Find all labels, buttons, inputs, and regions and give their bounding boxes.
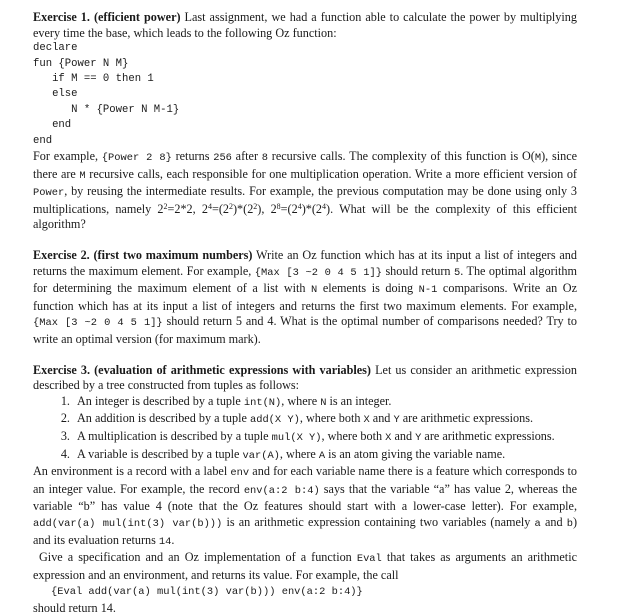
text: A variable is described by a tuple [77,446,243,461]
exponent: 2 [228,201,233,211]
text: ), 2 [257,201,277,216]
text: and [369,411,394,426]
exponent: 4 [207,201,212,211]
text: recursive calls. The complexity of this function is O( [268,149,535,164]
ex3-title: Exercise 3. (evaluation of arithmetic expressions with variables) [33,362,371,377]
text: , where [279,446,319,461]
exponent: 4 [322,201,327,211]
text: is an integer. [326,393,392,408]
text: Write an Oz function which has at its input a list of integers and returns the maximum element. For example, [33,248,577,278]
text: is an arithmetic expression containing two variables (namely [222,514,535,529]
text: ). What will be the complexity of this efficient algorithm? [33,201,577,232]
spacer [33,233,577,248]
exponent: 2 [253,201,258,211]
inline-code: b [566,517,573,530]
ex2-title: Exercise 2. (first two maximum numbers) [33,248,253,262]
text: =(2 [280,201,298,216]
text: should return [381,263,454,278]
text: is an atom giving the variable name. [325,446,506,461]
inline-code: add(var(a) mul(int(3) var(b))) [33,517,223,530]
inline-code: X [385,431,392,444]
text: after [231,149,262,164]
inline-code: {Max [3 ~2 0 4 5 1]} [254,266,382,279]
ex1-title: Exercise 1. (efficient power) [33,10,181,24]
ex1-code-block: declare fun {Power N M} if M == 0 then 1 else N * {Power N M-1} end end [33,42,180,147]
text: . The optimal algorithm for determining the maximum element of a list with [33,263,577,296]
text: comparisons. Write an Oz function which has at its input a list of integers and returns the first two maximum elements. For example, [33,281,577,313]
text: and [391,428,416,443]
list-item [73,447,577,465]
text: are arithmetic expressions. [421,428,555,443]
inline-code: a [534,517,541,530]
ex3-expected-result: should return 14. [33,600,116,615]
text: says that the variable “a” has value 2, whereas the variable “b” has value 4 (note that the Oz features should start with a lower-case letter). For example, [33,481,577,514]
spacer [33,348,577,363]
text: ) and its evaluation returns [33,514,578,547]
inline-code: 256 [213,152,232,165]
inline-code: Eval [356,553,382,566]
text: An integer is described by a tuple [77,393,244,408]
exponent: 8 [276,201,281,211]
list-item [73,394,577,412]
inline-code: X [363,414,370,427]
text: and [540,514,567,529]
text: Let us consider an arithmetic expression described by a tree constructed from tuples as follows: [33,362,577,393]
inline-code: 5 [453,266,461,279]
text: )*(2 [232,201,254,216]
ex1-intro-text: Last assignment, we had a function able to calculate the power by multiplying every time the base, which leads to the following Oz function: [33,10,577,40]
list-item [73,411,577,429]
ex1-body-paragraph [33,149,577,233]
exponent: 4 [297,201,302,211]
inline-code: Power [33,187,65,200]
inline-code: M [79,169,86,182]
text: , where [281,393,321,408]
ex3-task-paragraph [33,550,577,583]
text: elements is doing [317,281,419,296]
ex2-paragraph [33,248,577,348]
inline-code: int(N) [243,396,282,409]
inline-code: Y [393,414,400,427]
text: =(2 [211,201,229,216]
inline-code: {Max [3 ~2 0 4 5 1]} [33,317,163,330]
ex3-example-call [33,583,577,601]
text: An environment is a record with a label [33,464,231,479]
inline-code: N [320,396,327,409]
inline-code: A [318,449,326,462]
list-item [73,429,577,447]
inline-code: env(a:2 b:4) [243,484,320,497]
ex3-definition-list [33,394,577,464]
text: , where both [321,428,386,443]
inline-code: {Power 2 8} [101,152,172,165]
text: and for each variable name there is a feature which corresponds to an integer value. For example, the record [33,464,577,496]
text: recursive calls, each responsible for one multiplication operation. Write a more efficient version of [85,166,577,181]
text: . [171,532,175,547]
ex3-environment-paragraph [33,464,577,550]
inline-code: var(A) [242,449,280,462]
text: )*(2 [301,201,323,216]
text: For example, [33,149,102,164]
inline-code: M [534,152,542,165]
text: should return 5 and 4. What is the optimal number of comparisons needed? Try to write an optimal version (for maximum mark). [33,314,577,346]
text: ), since there are [33,149,578,181]
inline-code: 8 [261,152,269,165]
text: that takes as arguments an arithmetic expression and an environment, and returns its value. For example, the call [33,550,577,582]
text: An addition is described by a tuple [77,411,250,426]
ex1-intro-paragraph [33,10,577,41]
inline-code: N-1 [418,284,438,297]
inline-code: env [230,467,250,480]
exponent: 2 [163,201,168,211]
inline-code: N [311,284,318,297]
text: Give a specification and an Oz implementation of a function [39,550,357,565]
text: , by reusing the intermediate results. For example, the previous computation may be done using only 3 multiplications, namely 2 [33,184,577,216]
ex3-intro-paragraph [33,363,577,394]
inline-code: mul(X Y) [271,431,322,444]
inline-code: add(X Y) [249,414,300,427]
text: are arithmetic expressions. [399,411,534,426]
inline-code: 14 [158,535,172,548]
text: , where both [299,411,364,426]
text: =2*2, 2 [167,201,208,216]
inline-code: {Eval add(var(a) mul(int(3) var(b))) env(a:2 b:4)} [51,586,363,599]
inline-code: Y [415,431,422,444]
text: returns [171,149,214,164]
text: A multiplication is described by a tuple [77,428,272,443]
